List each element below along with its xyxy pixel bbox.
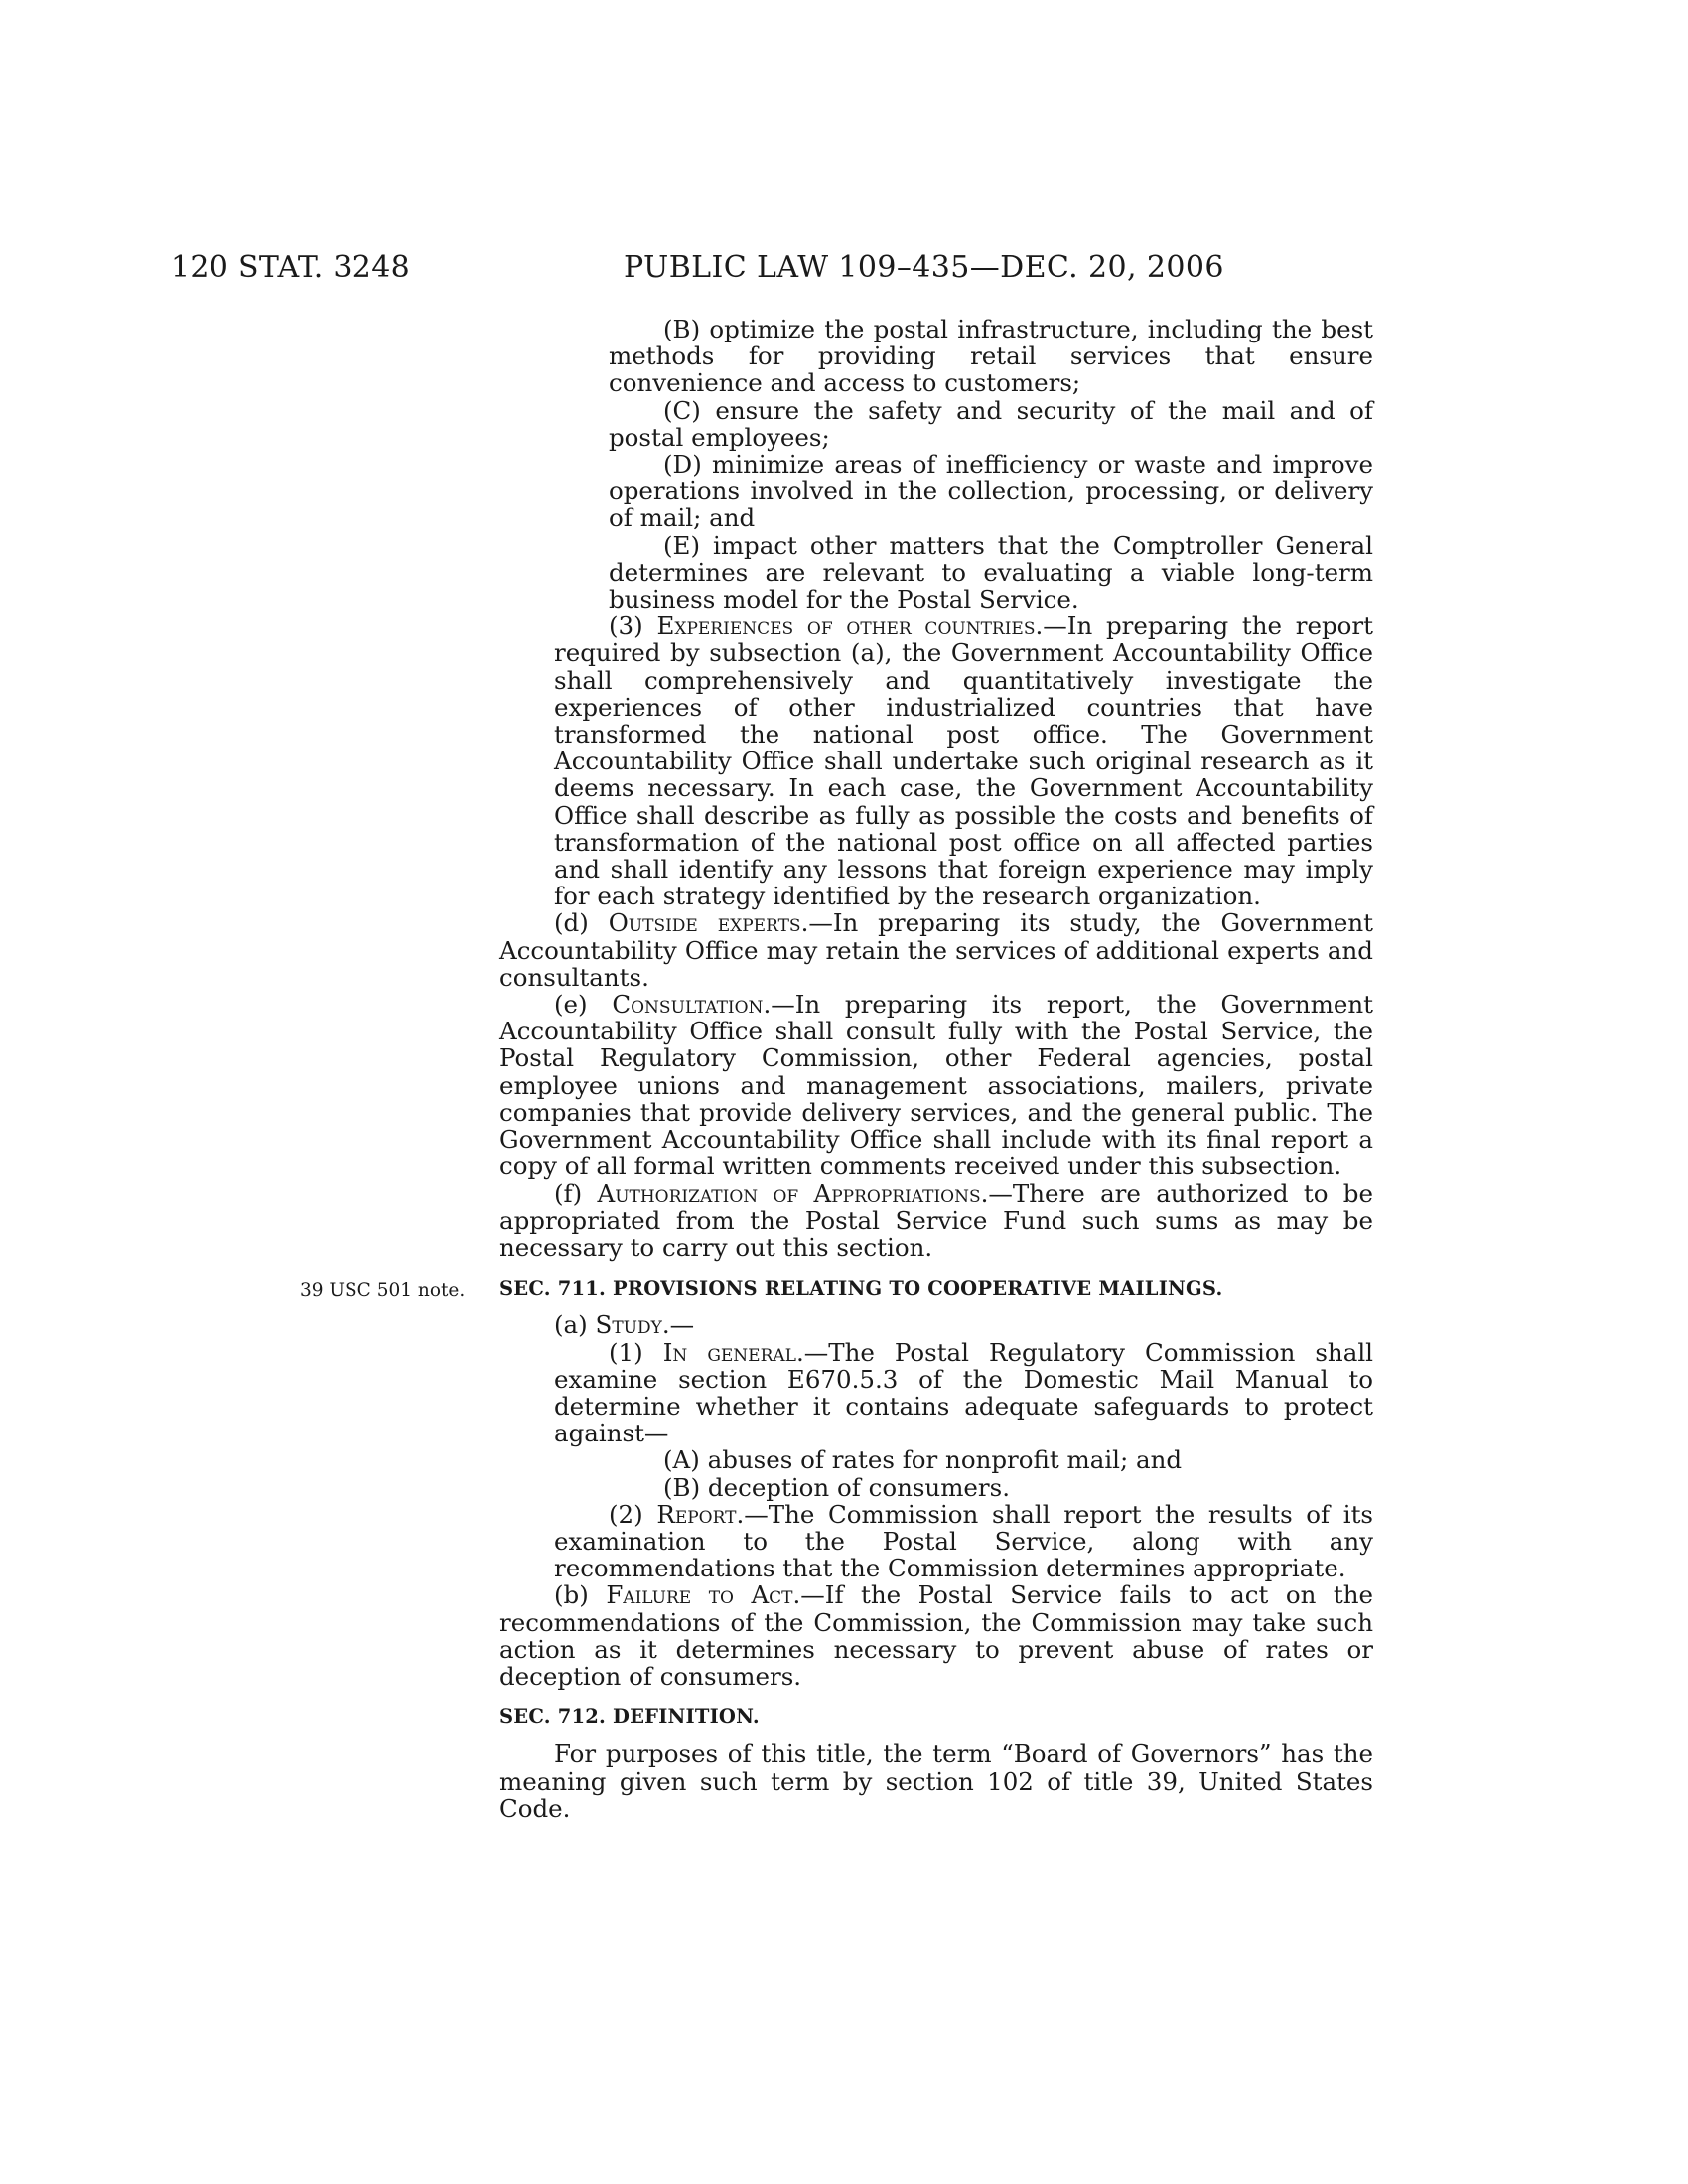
paragraph-e: (E) impact other matters that the Comptroller General determines are relevant to evaluating a viable long-term business model for the Postal Service. <box>609 530 1373 614</box>
paragraph-3-experiences: (3) Experiences of other countries.—In preparing the report required by subsection (a), the Government Accountability Office shall comprehensively and quantitatively investigate the experiences of other industrialized countries that have transformed the national post office. The Government Accountability Office shall undertake such original research as it deems necessary. In each case, the Government Accountability Office shall describe as fully as possible the costs and benefits of transformation of the national post office on all affected parties and shall identify any lessons that foreign experience may imply for each strategy identified by the research organization. <box>554 612 1373 911</box>
paragraph-3-heading: Experiences of other countries <box>656 612 1036 641</box>
running-header-law-title: PUBLIC LAW 109–435—DEC. 20, 2006 <box>624 250 1224 285</box>
subsection-a-heading: Study <box>595 1310 662 1340</box>
section-711-subsection-b: (b) Failure to Act.—If the Postal Service fails to act on the recommendations of the Commission, the Commission may take such action as it determines necessary to prevent abuse of rates or deception of consumers. <box>499 1580 1373 1691</box>
statute-page-reference: 120 STAT. 3248 <box>171 250 410 285</box>
paragraph-2-heading: Report <box>656 1499 737 1529</box>
paragraph-d: (D) minimize areas of inefficiency or waste and improve operations involved in the collection, processing, or delivery of mail; and <box>609 450 1373 533</box>
section-712-heading: SEC. 712. DEFINITION. <box>499 1706 760 1729</box>
usc-margin-note: 39 USC 501 note. <box>300 1280 466 1301</box>
subsection-e-consultation: (e) Consultation.—In preparing its report, the Government Accountability Office shall consult fully with the Postal Service, the Postal Regulatory Commission, other Federal agencies, postal employee unions and management associations, mailers, private companies that provide delivery services, and the general public. The Government Accountability Office shall include with its final report a copy of all formal written comments received under this subsection. <box>499 990 1373 1181</box>
subsection-d-heading: Outside experts <box>608 908 801 938</box>
section-712-definition-text: For purposes of this title, the term “Board of Governors” has the meaning given such term by section 102 of title 39, United States Code. <box>499 1739 1373 1823</box>
subsection-d-outside-experts: (d) Outside experts.—In preparing its study, the Government Accountability Office may retain the services of additional experts and consultants. <box>499 908 1373 992</box>
subsection-e-heading: Consultation <box>612 990 764 1020</box>
paragraph-c: (C) ensure the safety and security of the mail and of postal employees; <box>609 395 1373 452</box>
paragraph-1-heading: In general <box>662 1337 796 1367</box>
body-text-column <box>300 315 1374 1823</box>
section-711-paragraph-2: (2) Report.—The Commission shall report the results of its examination to the Postal Service, along with any recommendations that the Commission determines appropriate. <box>554 1499 1374 1583</box>
section-711-item-A: (A) abuses of rates for nonprofit mail; and <box>663 1445 1183 1475</box>
section-711-heading: 39 USC 501 note. SEC. 711. PROVISIONS RELATING TO COOPERATIVE MAILINGS. <box>499 1275 1373 1301</box>
paragraph-b: (B) optimize the postal infrastructure, including the best methods for providing retail services that ensure convenience and access to customers; <box>609 315 1373 398</box>
subsection-f-authorization: (f) Authorization of Appropriations.—There are authorized to be appropriated from the Postal Service Fund such sums as may be necessary to carry out this section. <box>499 1178 1373 1262</box>
section-711-item-B: (B) deception of consumers. <box>663 1472 1011 1502</box>
section-711-subsection-a: (a) Study.— <box>554 1310 695 1340</box>
subsection-b-heading: Failure to Act <box>606 1580 793 1610</box>
section-711-paragraph-1: (1) In general.—The Postal Regulatory Commission shall examine section E670.5.3 of the Domestic Mail Manual to determine whether it contains adequate safeguards to protect against— <box>554 1337 1373 1448</box>
subsection-f-heading: Authorization of Appropriations <box>597 1178 981 1208</box>
